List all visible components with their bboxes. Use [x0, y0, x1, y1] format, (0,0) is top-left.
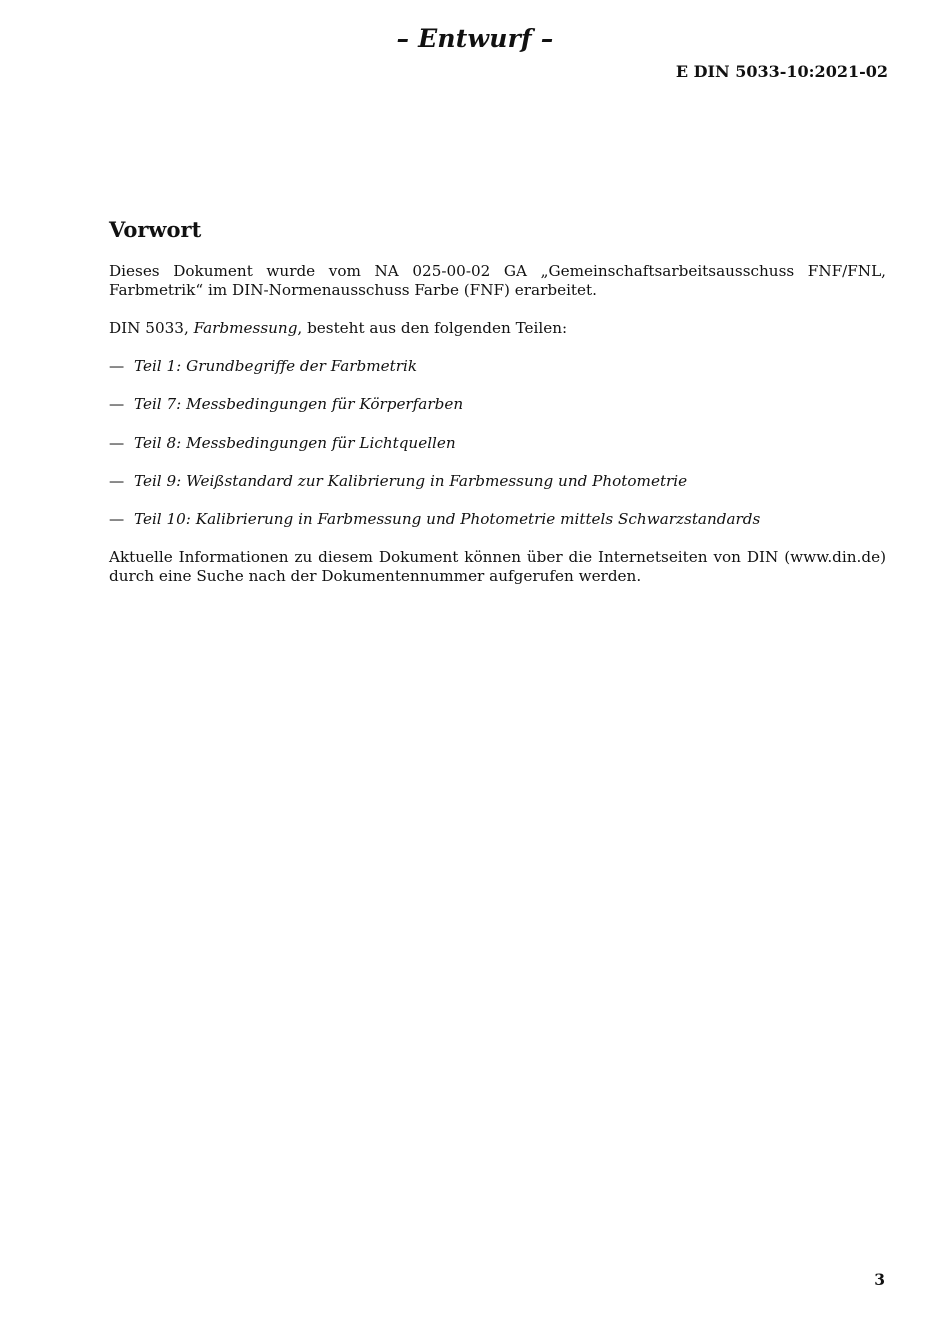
document-id: E DIN 5033-10:2021-02 — [675, 62, 888, 81]
list-dash: — — [109, 510, 125, 529]
draft-banner: – Entwurf – — [396, 24, 554, 53]
list-dash: — — [109, 395, 125, 414]
intro-paragraph: Dieses Dokument wurde vom NA 025-00-02 GA „Gemeinschaftsarbeitsausschuss FNF/FNL, Farbmetrik“ im DIN-Normenausschuss Farbe (FNF) erarbeitet. — [109, 262, 886, 299]
series-prefix: DIN 5033, — [109, 319, 194, 337]
list-dash: — — [109, 433, 125, 452]
parts-list — [109, 357, 886, 529]
closing-paragraph: Aktuelle Informationen zu diesem Dokument können über die Internetseiten von DIN (www.din.de) durch eine Suche nach der Dokumentennummer aufgerufen werden. — [109, 548, 886, 586]
series-title: Farbmessung — [193, 319, 298, 337]
series-suffix: , besteht aus den folgenden Teilen: — [297, 319, 568, 337]
list-item-text: Teil 9: Weißstandard zur Kalibrierung in Farbmessung und Photometrie — [134, 471, 688, 490]
section-heading: Vorwort — [109, 217, 202, 242]
list-item — [109, 357, 886, 376]
list-item — [109, 510, 886, 529]
list-item — [109, 434, 886, 453]
list-item-text: Teil 1: Grundbegriffe der Farbmetrik — [134, 357, 418, 375]
foreword-section — [109, 217, 886, 605]
page-number: 3 — [874, 1270, 885, 1289]
list-item-text: Teil 7: Messbedingungen für Körperfarben — [134, 395, 464, 414]
list-item-text: Teil 8: Messbedingungen für Lichtquellen — [134, 433, 456, 452]
series-paragraph — [109, 319, 886, 338]
list-item-text: Teil 10: Kalibrierung in Farbmessung und Photometrie mittels Schwarzstandards — [134, 510, 761, 529]
list-item — [109, 472, 886, 491]
list-item — [109, 395, 886, 414]
list-dash: — — [109, 357, 125, 375]
list-dash: — — [109, 471, 125, 490]
